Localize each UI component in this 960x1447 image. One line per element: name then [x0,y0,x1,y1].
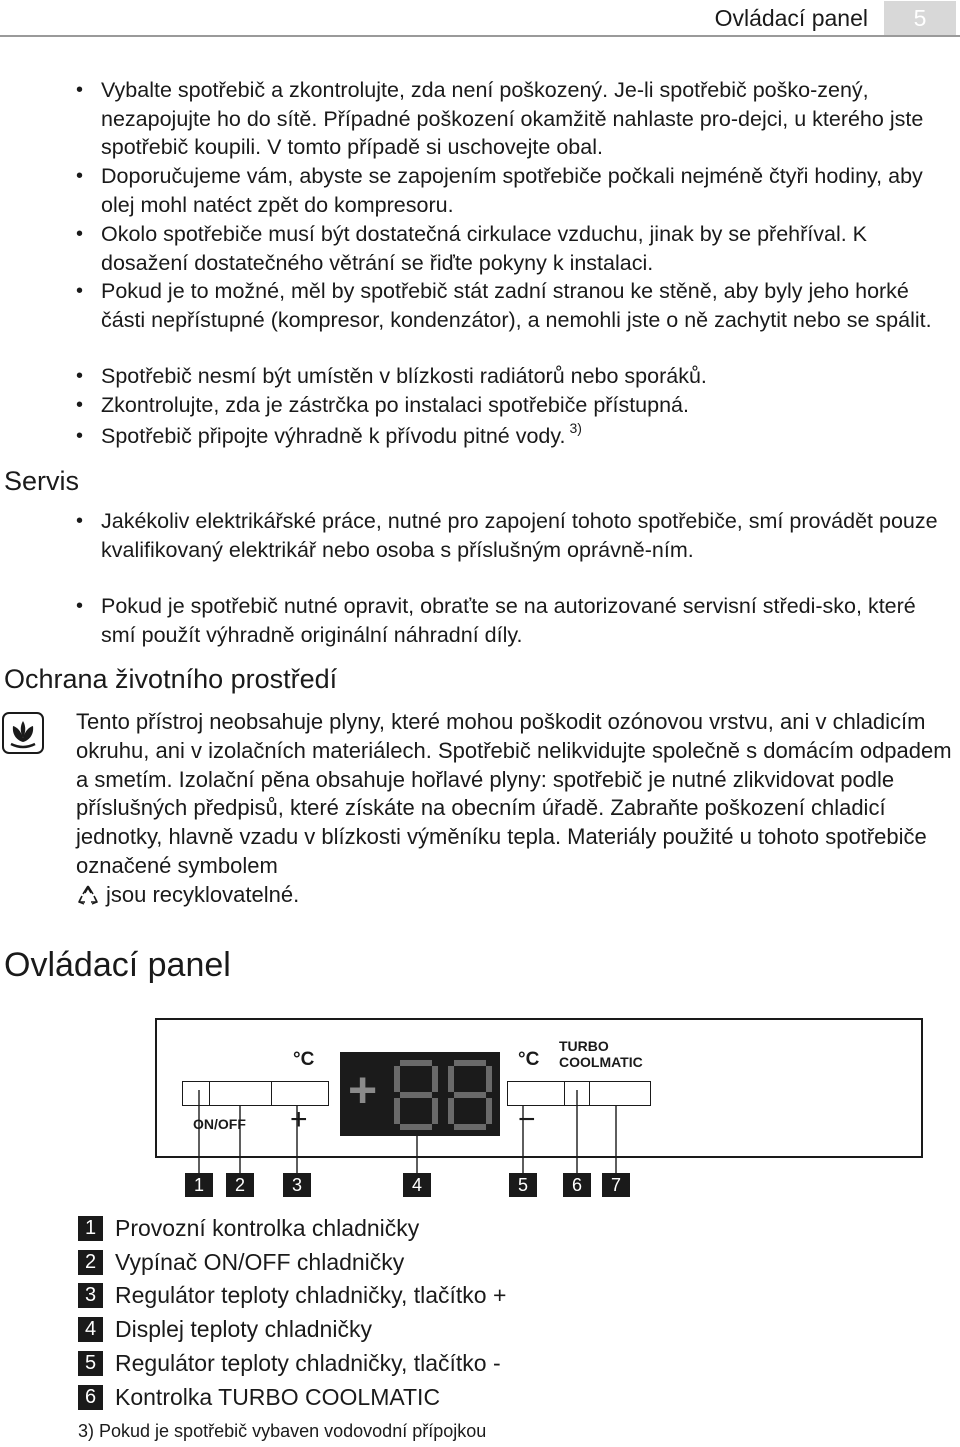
turbo-label-line2: COOLMATIC [559,1054,643,1070]
callout-marker: 5 [509,1173,537,1197]
unit-label-left: °C [293,1049,315,1070]
callout-marker: 1 [185,1173,213,1197]
environment-text-end: jsou recyklovatelné. [106,881,300,907]
turbo-label-line1: TURBO [559,1038,609,1054]
environment-text: Tento přístroj neobsahuje plyny, které mohou poškodit ozónovou vrstvu, ani v chladicím okruhu, ani v izolačních materiálech. Spotřebič nelikvidujte společně s domácím odpadem a smetím. Izolační pěna obsahuje hořlavé plyny: spotřebič je nutné zlikvidovat podle příslušných předpisů, které získáte na obecním úřadě. Zabraňte poškození chladicí jednotky, hlavně vzadu v blízkosti výměníku tepla. Materiály použité u tohoto spotřebiče označené symbolem [76,709,952,878]
footnote-reference: 3) [569,420,582,436]
list-item: • Pokud je spotřebič nutné opravit, obraťte se na autorizované servisní středi-sko, které smí použít výhradně originální náhradní díly. [76,594,916,647]
unit-label-right: °C [518,1049,540,1070]
list-item-text: Spotřebič připojte výhradně k přívodu pitné vody. [101,424,566,448]
callout-marker: 7 [602,1173,630,1197]
callout-marker: 4 [403,1173,431,1197]
list-item: • Pokud je to možné, měl by spotřebič stát zadní stranou ke stěně, aby byly jeho horké části nepřístupné (kompresor, kondenzátor), a nemohli jste o ně zachytit nebo se spálit. [76,279,932,332]
list-item: • Spotřebič připojte výhradně k přívodu pitné vody. $^{3)}$ [76,420,582,448]
list-item: • Okolo spotřebiče musí být dostatečná cirkulace vzduchu, jinak by se přehříval. K dosažení dostatečného větrání se řiďte pokyny k instalaci. [76,222,868,275]
running-header-title: Ovládací panel [714,5,868,31]
callout-marker: 2 [226,1173,254,1197]
list-item: • Jakékoliv elektrikářské práce, nutné pro zapojení tohoto spotřebiče, smí provádět pouze kvalifikovaný elektrikář nebo osoba s příslušným oprávně-ním. [76,509,938,562]
callout-marker: 6 [563,1173,591,1197]
list-item: • Doporučujeme vám, abyste se zapojením spotřebiče počkali nejméně čtyři hodiny, aby olej mohl natéct zpět do kompresoru. [76,164,923,217]
section-heading-control-panel: Ovládací panel [4,946,231,984]
section-heading-environment: Ochrana životního prostředí [4,664,338,694]
callout-marker: 3 [283,1173,311,1197]
display-plus-sign: + [348,1062,378,1118]
footnote: 3) Pokud je spotřebič vybaven vodovodní přípojkou [78,1421,487,1441]
plus-label: + [290,1103,308,1136]
list-item: • Spotřebič nesmí být umístěn v blízkosti radiátorů nebo sporáků. [76,364,707,388]
on-off-label: ON/OFF [193,1116,246,1132]
page-number: 5 [884,1,956,35]
list-item: • Zkontrolujte, zda je zástrčka po instalaci spotřebiče přístupná. [76,393,689,417]
list-item: • Vybalte spotřebič a zkontrolujte, zda není poškozený. Je-li spotřebič poško-zený, nezapojujte ho do sítě. Případné poškození okamžitě nahlaste pro-dejci, u kterého jste spotřebič koupili. V tomto případě si uschovejte obal. [76,78,924,159]
section-heading-servis: Servis [4,466,80,496]
minus-label: − [518,1103,536,1136]
